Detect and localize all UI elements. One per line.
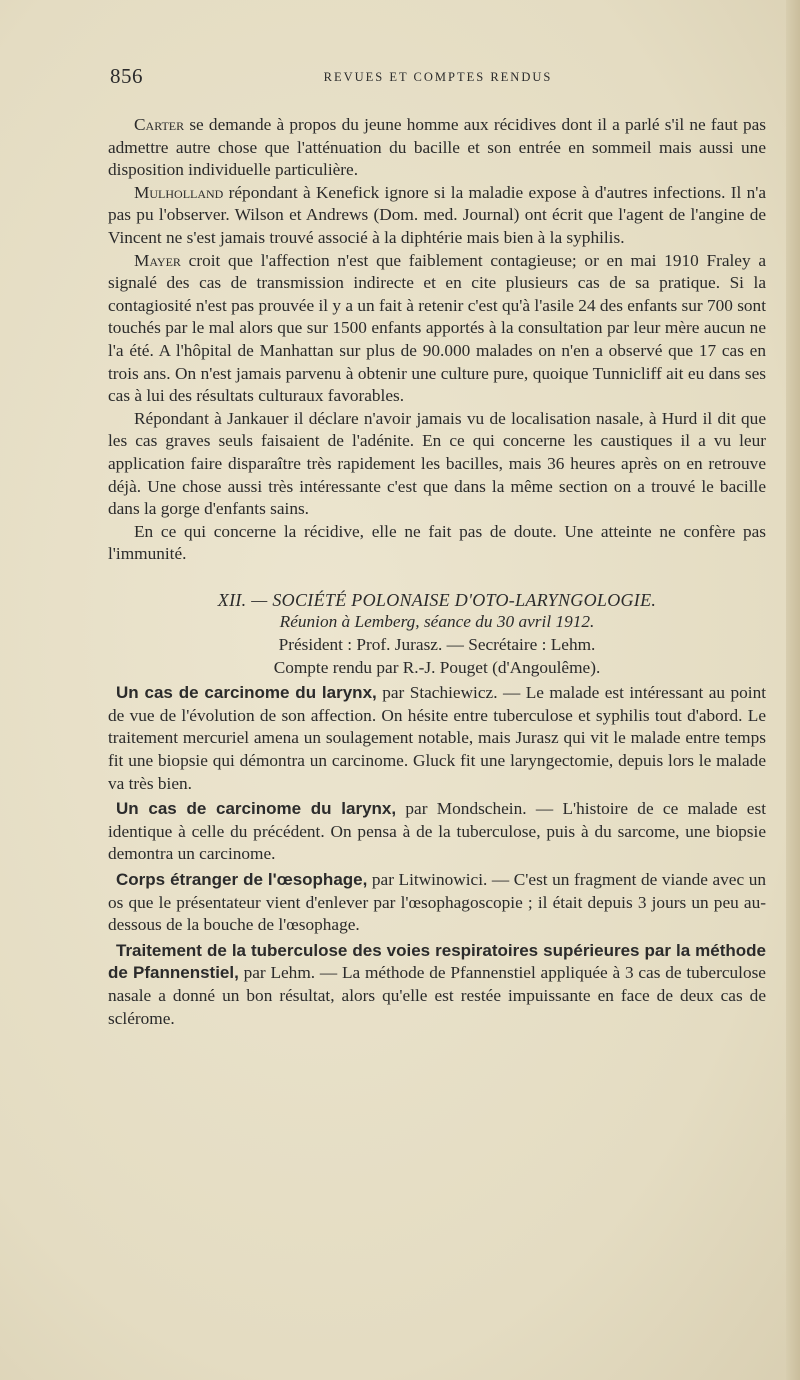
article-lehm <box>108 940 766 1030</box>
paragraph-text: Répondant à Jankauer il déclare n'avoir jamais vu de localisation nasale, à Hurd il dit que les cas graves seuls faisaient de l'adénite. En ce qui concerne les caustiques il a vu leur application faire disparaître très rapidement les bacilles, mais 36 heures après on en retrouve déjà. Une chose aussi très intéressante c'est que dans la même section on a trouvé le bacille dans la gorge d'enfants sains. <box>108 408 766 519</box>
paragraph-text: En ce qui concerne la récidive, elle ne fait pas de doute. Une atteinte ne confère pas l'immunité. <box>108 521 766 564</box>
section-heading <box>108 589 766 679</box>
paragraph-text: répondant à Kenefick ignore si la maladie expose à d'autres infections. Il n'a pas pu l'observer. Wilson et Andrews (Dom. med. Journal) ont écrit que l'agent de l'angine de Vincent ne s'est jamais trouvé associé à la diphtérie mais bien à la syphilis. <box>108 182 766 247</box>
paragraph-text: se demande à propos du jeune homme aux récidives dont il a parlé s'il ne faut pas admettre autre chose que l'atténuation du bacille et son entrée en sommeil mais aussi une disposition individuelle particulière. <box>108 115 766 180</box>
article-text: — La méthode de Pfannenstiel appliquée à 3 cas de tuberculose nasale a donné un bon résultat, alors qu'elle est restée impuissante en face de deux cas de sclérome. <box>108 963 766 1028</box>
article-paragraph <box>108 940 766 1030</box>
article-mondschein <box>108 798 766 866</box>
article-paragraph <box>108 682 766 795</box>
article-author: par Lehm. <box>238 963 316 983</box>
report-byline: Compte rendu par R.-J. Pouget (d'Angoulême). <box>273 657 601 677</box>
author-name: Mulholland <box>134 182 224 202</box>
article-author: par Litwinowici. <box>367 870 488 889</box>
paragraph-text: croit que l'affection n'est que faiblement contagieuse; or en mai 1910 Fraley a signalé des cas de transmission indirecte et en cite plusieurs cas de sa pratique. Si la contagiosité n'est pas prouvée il y a un fait à retenir c'est qu'à l'asile 24 des enfants sur 700 sont touchés par le mal alors que sur 1500 enfants apportés à la consultation par leur mère aucun ne l'a été. A l'hôpital de Manhattan sur plus de 90.000 malades on n'en a observé que 17 cas en trois ans. On n'est jamais parvenu à obtenir une culture pure, quoique Tunnicliff ait eu dans ses cas à lui des résultats culturaux favorables. <box>108 250 766 406</box>
author-name: Mayer <box>134 250 181 270</box>
article-paragraph <box>108 869 766 937</box>
article-litwinowici <box>108 869 766 937</box>
officers-line: Président : Prof. Jurasz. — Secrétaire : Lehm. <box>278 635 596 655</box>
paragraph-carter <box>108 114 766 182</box>
paragraph-mulholland <box>108 182 766 250</box>
page-header <box>110 64 766 90</box>
article-text: — L'histoire de ce malade est identique à celle du précédent. On pensa à de la tuberculose, puis à du sarcome, une biopsie demontra un carcinome. <box>108 799 766 864</box>
article-paragraph <box>108 798 766 866</box>
article-title: Traitement de la tuberculose des voies respiratoires supérieures par la méthode de Pfannenstiel, <box>108 940 766 983</box>
section-title: XII. — SOCIÉTÉ POLONAISE D'OTO-LARYNGOLOGIE. <box>217 589 657 610</box>
article-text: — Le malade est intéressant au point de vue de l'évolution de son affection. On hésite entre tuberculose et syphilis tout d'abord. Le traitement mercuriel amena un soulagement notable, mais Jurasz qui vit le malade entre temps fit une biopsie qui démontra un carcinome. Gluck fit une laryngectomie, depuis lors le malade va très bien. <box>108 683 767 793</box>
article-title: Corps étranger de l'œsophage, <box>116 870 368 889</box>
page-number: 856 <box>110 64 143 88</box>
paragraph-mayer <box>108 250 766 408</box>
paragraph-jankauer <box>108 408 766 521</box>
article-author: par Mondschein. <box>396 799 527 819</box>
running-head: REVUES ET COMPTES RENDUS <box>323 70 553 84</box>
page-edge-shadow <box>786 0 800 1380</box>
article-title: Un cas de carcinome du larynx, <box>116 799 397 819</box>
author-name: Carter <box>134 115 185 134</box>
article-text: — C'est un fragment de viande avec un os que le présentateur vient d'enlever par l'œsophagoscopie ; il était depuis 3 jours un peu au-dessous de la bouche de l'œsophage. <box>108 870 766 935</box>
article-stachiewicz <box>108 682 766 795</box>
meeting-info: Réunion à Lemberg, séance du 30 avril 1912. <box>279 612 595 632</box>
article-title: Un cas de carcinome du larynx, <box>116 683 377 703</box>
article-author: par Stachiewicz. <box>376 683 498 703</box>
paragraph-recidive <box>108 521 766 566</box>
page-body <box>108 114 766 1030</box>
